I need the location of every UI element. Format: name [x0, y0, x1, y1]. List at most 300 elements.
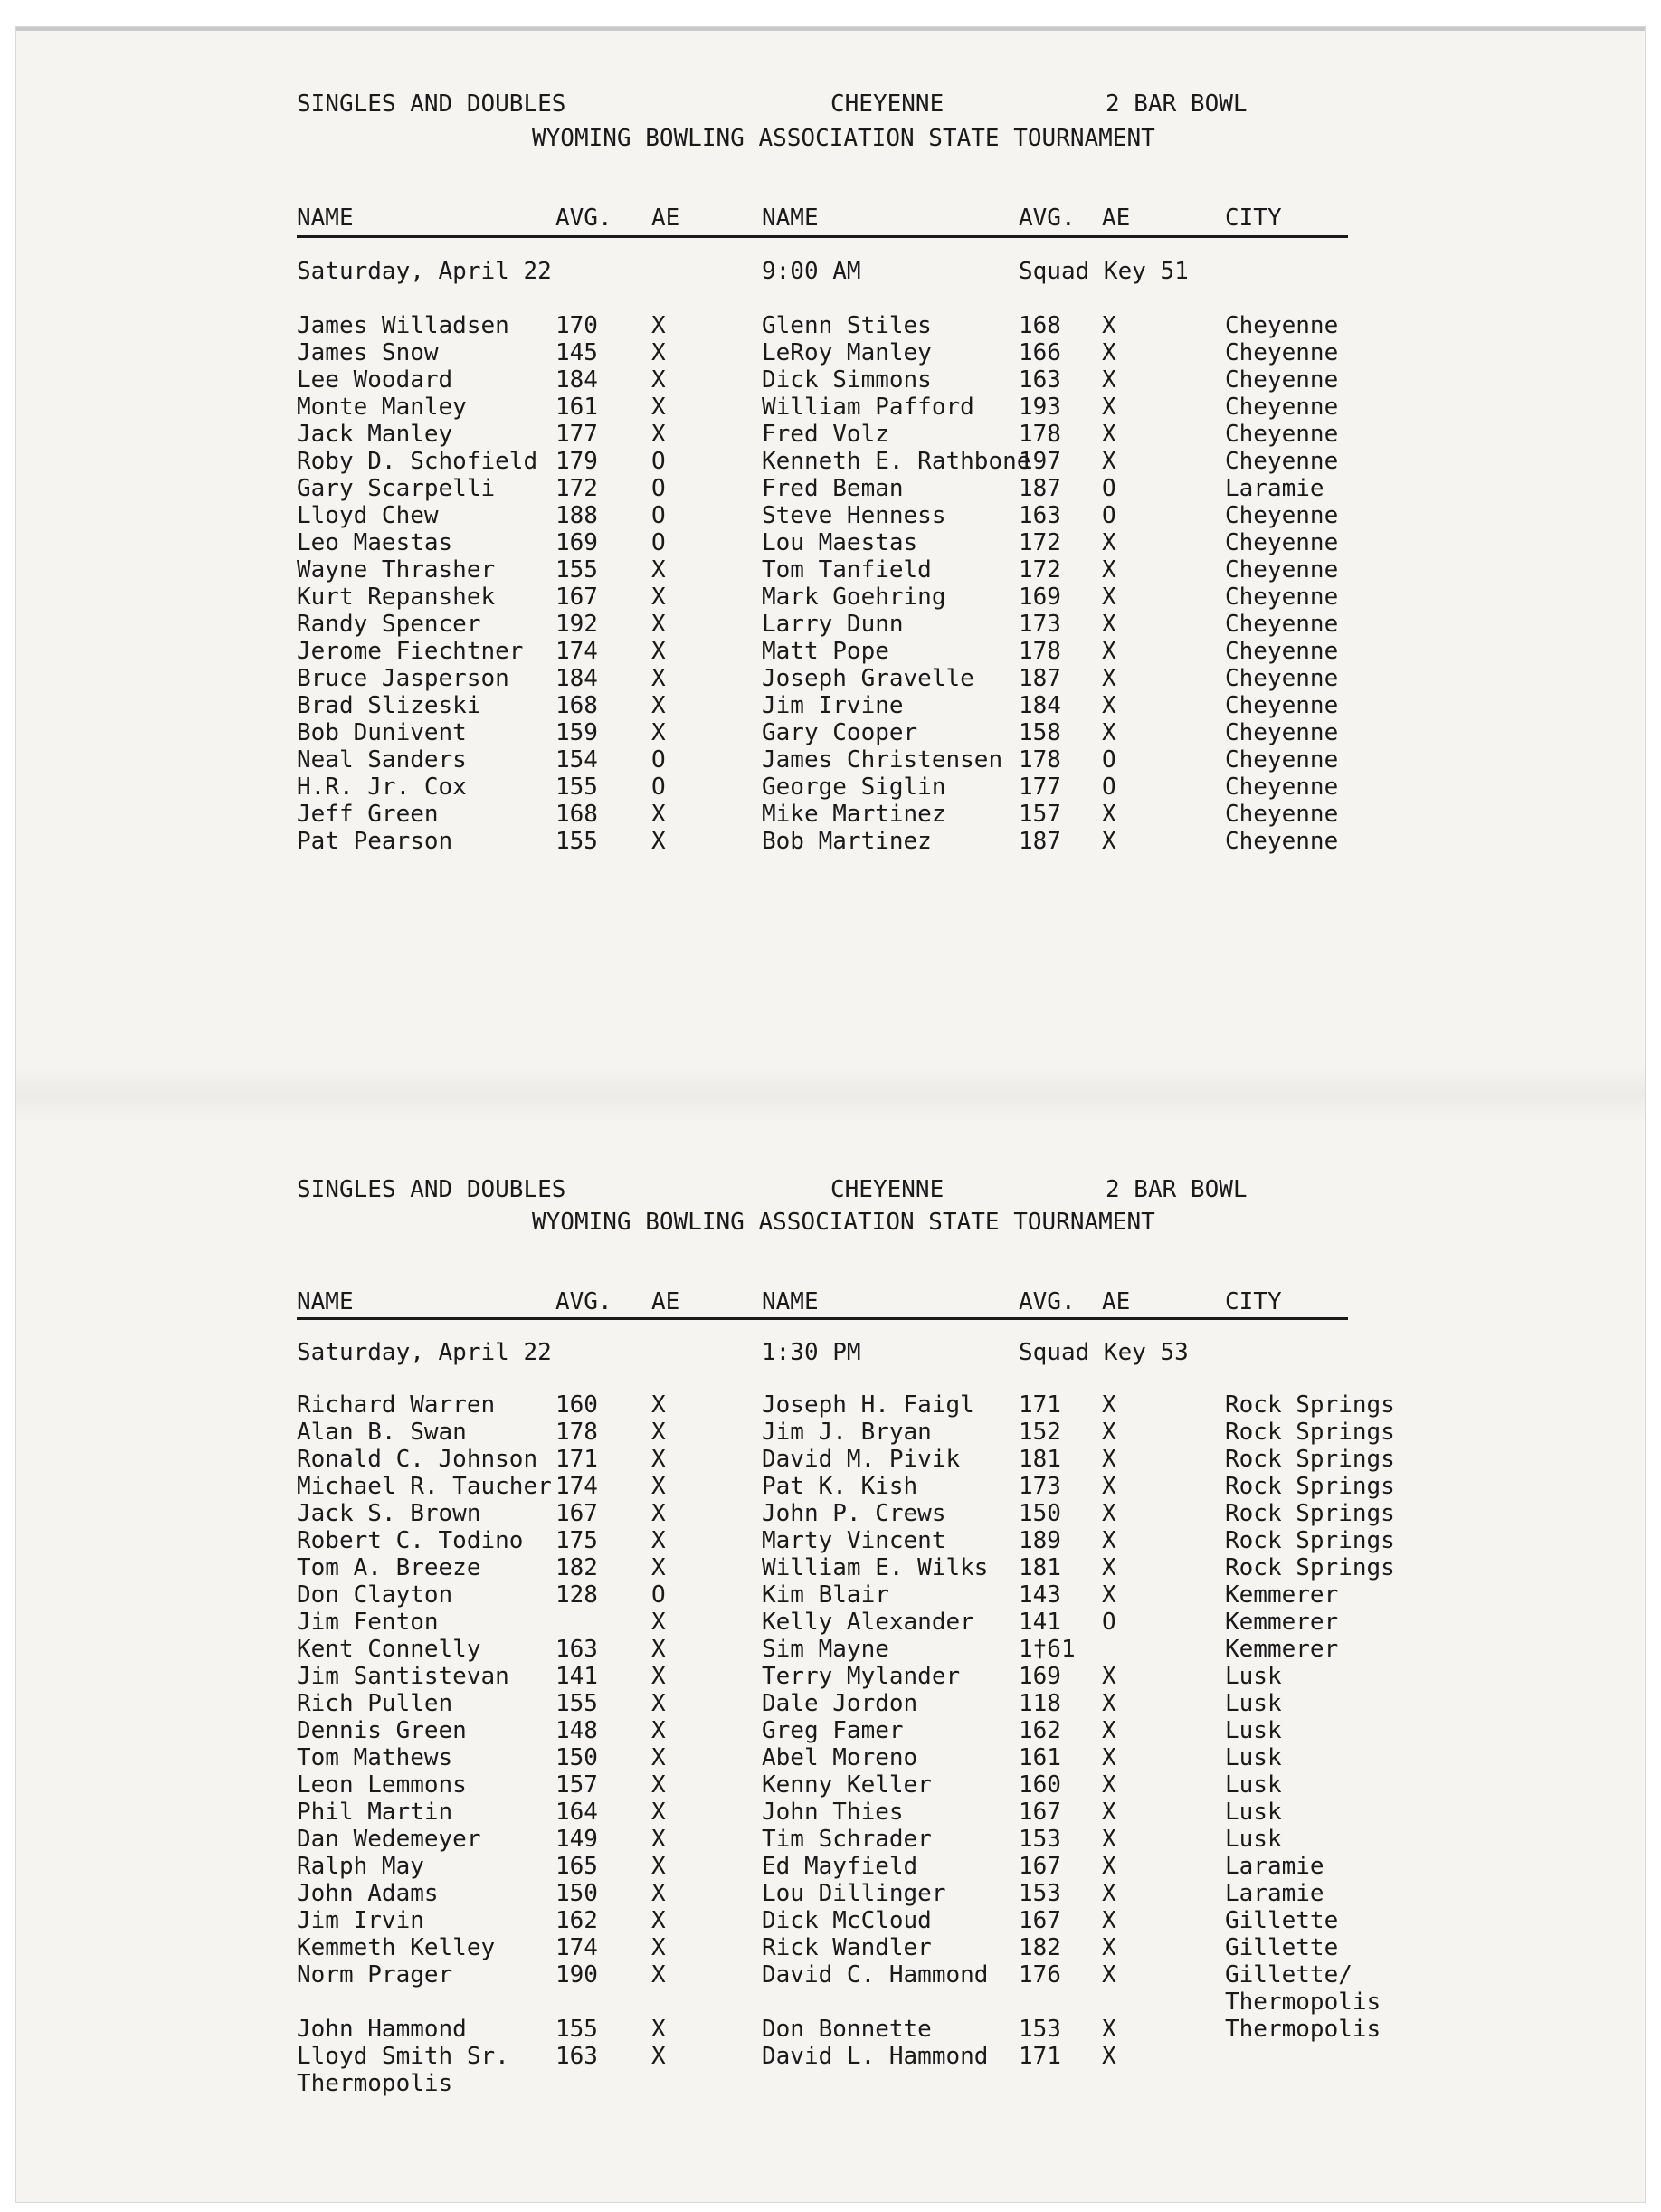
bowler-2-ae: X	[1102, 1581, 1116, 1609]
bowler-2-ae: X	[1102, 1717, 1116, 1744]
header-left: SINGLES AND DOUBLES	[297, 1176, 566, 1203]
header-rule	[297, 1317, 1348, 1320]
col-name-2: NAME	[762, 204, 819, 232]
bowler-2-ae: X	[1102, 1771, 1116, 1799]
tournament-title: WYOMING BOWLING ASSOCIATION STATE TOURNAMENT	[532, 125, 1155, 152]
city: Laramie	[1225, 1880, 1324, 1907]
bowler-1-name: Brad Slizeski	[297, 692, 481, 719]
bowler-1-ae: X	[651, 1717, 666, 1744]
bowler-1-avg: 188	[555, 502, 598, 529]
bowler-1-ae: X	[651, 394, 666, 421]
bowler-2-name: Dick Simmons	[762, 366, 932, 394]
bowler-2-avg: 167	[1019, 1799, 1061, 1826]
bowler-2-name: Mike Martinez	[762, 801, 946, 828]
bowler-1-avg: 150	[555, 1880, 598, 1907]
bowler-1-name: Bruce Jasperson	[297, 665, 509, 692]
bowler-2-avg: 187	[1019, 665, 1061, 692]
bowler-1-avg: 172	[555, 475, 598, 502]
bowler-2-ae: X	[1102, 1799, 1116, 1826]
bowler-1-name: Kurt Repanshek	[297, 584, 496, 611]
bowler-1-ae: X	[651, 1907, 666, 1934]
bowler-1-name: Alan B. Swan	[297, 1419, 467, 1446]
bowler-2-avg: 143	[1019, 1581, 1061, 1609]
header-right: 2 BAR BOWL	[1106, 90, 1248, 118]
city: Cheyenne	[1225, 719, 1339, 746]
city: Cheyenne	[1225, 611, 1339, 638]
bowler-1-name: Richard Warren	[297, 1391, 496, 1419]
bowler-2-name: Jim Irvine	[762, 692, 904, 719]
bowler-2-avg: 172	[1019, 556, 1061, 584]
col-avg-2: AVG.	[1019, 1288, 1076, 1315]
bowler-2-ae: X	[1102, 1853, 1116, 1880]
bowler-2-ae: X	[1102, 448, 1116, 475]
bowler-2-name: LeRoy Manley	[762, 339, 932, 366]
bowler-2-avg: 187	[1019, 475, 1061, 502]
col-ae-2: AE	[1102, 204, 1131, 232]
bowler-1-avg: 179	[555, 448, 598, 475]
bowler-1-avg: 155	[555, 556, 598, 584]
bowler-1-name: Ronald C. Johnson	[297, 1446, 538, 1473]
bowler-2-avg: 161	[1019, 1744, 1061, 1771]
bowler-2-name: Lou Dillinger	[762, 1880, 946, 1907]
bowler-2-avg: 163	[1019, 502, 1061, 529]
bowler-1-name: Jack Manley	[297, 421, 453, 448]
bowler-2-name: Lou Maestas	[762, 529, 918, 556]
bowler-1-avg: 128	[555, 1581, 598, 1609]
bowler-2-ae: X	[1102, 1826, 1116, 1853]
bowler-2-name: John P. Crews	[762, 1500, 946, 1527]
bowler-1-name: Pat Pearson	[297, 828, 453, 855]
bowler-1-ae: X	[651, 1880, 666, 1907]
bowler-2-ae: X	[1102, 1934, 1116, 1961]
bowler-2-ae: X	[1102, 1473, 1116, 1500]
city: Laramie	[1225, 475, 1324, 502]
bowler-2-ae: O	[1102, 774, 1116, 801]
bowler-1-avg: 155	[555, 1690, 598, 1717]
bowler-1-ae: X	[651, 584, 666, 611]
bowler-2-name: Sim Mayne	[762, 1636, 889, 1663]
col-avg-1: AVG.	[555, 1288, 612, 1315]
bowler-1-ae: X	[651, 1690, 666, 1717]
bowler-1-name: Robert C. Todino	[297, 1527, 524, 1554]
bowler-2-ae: X	[1102, 394, 1116, 421]
bowler-1-ae: X	[651, 692, 666, 719]
bowler-2-ae: X	[1102, 665, 1116, 692]
bowler-1-name: H.R. Jr. Cox	[297, 774, 467, 801]
bowler-2-name: Tim Schrader	[762, 1826, 932, 1853]
bowler-2-ae: X	[1102, 339, 1116, 366]
bowler-1-ae: X	[651, 1961, 666, 1989]
city: Cheyenne	[1225, 828, 1339, 855]
bowler-2-avg: 152	[1019, 1419, 1061, 1446]
bowler-1-avg: 163	[555, 2043, 598, 2070]
col-name-1: NAME	[297, 1288, 354, 1315]
bowler-2-name: Mark Goehring	[762, 584, 946, 611]
bowler-2-ae: X	[1102, 828, 1116, 855]
bowler-2-avg: 178	[1019, 638, 1061, 665]
bowler-1-avg: 184	[555, 366, 598, 394]
bowler-1-name: James Snow	[297, 339, 439, 366]
bowler-2-avg: 118	[1019, 1690, 1061, 1717]
bowler-1-ae: X	[651, 312, 666, 339]
city: Cheyenne	[1225, 421, 1339, 448]
city: Lusk	[1225, 1690, 1282, 1717]
bowler-1-avg: 155	[555, 828, 598, 855]
bowler-2-avg: 153	[1019, 1880, 1061, 1907]
city: Laramie	[1225, 1853, 1324, 1880]
city: Thermopolis	[1225, 1989, 1381, 2016]
bowler-2-name: Gary Cooper	[762, 719, 918, 746]
bowler-2-ae: O	[1102, 746, 1116, 774]
header-rule	[297, 235, 1348, 238]
squad-time: 9:00 AM	[762, 258, 861, 285]
bowler-2-avg: 197	[1019, 448, 1061, 475]
city: Rock Springs	[1225, 1473, 1395, 1500]
bowler-1-ae: X	[651, 1826, 666, 1853]
city: Lusk	[1225, 1663, 1282, 1690]
bowler-1-name: Dan Wedemeyer	[297, 1826, 481, 1853]
bowler-2-name: Abel Moreno	[762, 1744, 918, 1771]
bowler-1-name: John Hammond	[297, 2016, 467, 2043]
bowler-2-avg: 166	[1019, 339, 1061, 366]
bowler-2-avg: 167	[1019, 1907, 1061, 1934]
bowler-2-avg: 168	[1019, 312, 1061, 339]
city: Cheyenne	[1225, 312, 1339, 339]
bowler-2-name: George Siglin	[762, 774, 946, 801]
squad-key: Squad Key 53	[1019, 1339, 1189, 1366]
header-left: SINGLES AND DOUBLES	[297, 90, 566, 118]
bowler-1-ae: X	[651, 366, 666, 394]
bowler-2-name: Jim J. Bryan	[762, 1419, 932, 1446]
bowler-2-avg: 153	[1019, 2016, 1061, 2043]
bowler-1-avg: 162	[555, 1907, 598, 1934]
bowler-1-avg: 150	[555, 1744, 598, 1771]
bowler-1-avg: 174	[555, 638, 598, 665]
bowler-1-ae: X	[651, 1744, 666, 1771]
bowler-2-ae: X	[1102, 584, 1116, 611]
bowler-2-ae: X	[1102, 2016, 1116, 2043]
col-ae-1: AE	[651, 204, 680, 232]
bowler-2-name: Dale Jordon	[762, 1690, 918, 1717]
bowler-1-ae: X	[651, 665, 666, 692]
bowler-2-name: James Christensen	[762, 746, 1003, 774]
bowler-1-ae: O	[651, 448, 666, 475]
bowler-2-avg: 153	[1019, 1826, 1061, 1853]
bowler-2-ae: X	[1102, 529, 1116, 556]
bowler-1-name: Dennis Green	[297, 1717, 467, 1744]
city: Rock Springs	[1225, 1391, 1395, 1419]
bowler-1-ae: X	[651, 1799, 666, 1826]
city: Cheyenne	[1225, 502, 1339, 529]
bowler-2-ae: X	[1102, 1690, 1116, 1717]
city: Kemmerer	[1225, 1581, 1339, 1609]
city: Rock Springs	[1225, 1446, 1395, 1473]
col-ae-2: AE	[1102, 1288, 1131, 1315]
bowler-1-name: Lloyd Smith Sr.	[297, 2043, 509, 2070]
city: Cheyenne	[1225, 638, 1339, 665]
bowler-1-avg: 149	[555, 1826, 598, 1853]
city: Cheyenne	[1225, 556, 1339, 584]
bowler-2-name: David C. Hammond	[762, 1961, 989, 1989]
city: Cheyenne	[1225, 366, 1339, 394]
bowler-1-avg: 192	[555, 611, 598, 638]
col-name-1: NAME	[297, 204, 354, 232]
bowler-1-avg: 178	[555, 1419, 598, 1446]
bowler-2-name: Rick Wandler	[762, 1934, 932, 1961]
bowler-1-avg: 168	[555, 692, 598, 719]
city: Cheyenne	[1225, 339, 1339, 366]
city: Gillette	[1225, 1907, 1339, 1934]
city: Cheyenne	[1225, 774, 1339, 801]
city: Kemmerer	[1225, 1609, 1339, 1636]
bowler-1-ae: O	[651, 1581, 666, 1609]
bowler-2-name: Dick McCloud	[762, 1907, 932, 1934]
bowler-1-avg: 165	[555, 1853, 598, 1880]
bowler-2-name: Kim Blair	[762, 1581, 889, 1609]
bowler-1-ae: X	[651, 1609, 666, 1636]
bowler-1-avg: 157	[555, 1771, 598, 1799]
bowler-1-name: Michael R. Taucher	[297, 1473, 552, 1500]
col-ae-1: AE	[651, 1288, 680, 1315]
bowler-1-name: Ralph May	[297, 1853, 424, 1880]
bowler-2-name: Greg Famer	[762, 1717, 904, 1744]
bowler-2-avg: 169	[1019, 1663, 1061, 1690]
city: Lusk	[1225, 1771, 1282, 1799]
bowler-1-ae: X	[651, 828, 666, 855]
bowler-2-avg: 178	[1019, 746, 1061, 774]
bowler-1-name: Jim Irvin	[297, 1907, 424, 1934]
bowler-1-ae: X	[651, 1934, 666, 1961]
bowler-1-avg: 171	[555, 1446, 598, 1473]
bowler-1-avg: 155	[555, 774, 598, 801]
bowler-1-name: Lloyd Chew	[297, 502, 439, 529]
bowler-2-avg: 171	[1019, 1391, 1061, 1419]
col-city: CITY	[1225, 1288, 1282, 1315]
bowler-1-name: Jack S. Brown	[297, 1500, 481, 1527]
bowler-1-name: Randy Spencer	[297, 611, 481, 638]
bowler-1-name: Phil Martin	[297, 1799, 453, 1826]
bowler-2-avg: 1†61	[1019, 1636, 1076, 1663]
bowler-1-avg: 177	[555, 421, 598, 448]
city: Cheyenne	[1225, 692, 1339, 719]
bowler-1-ae: O	[651, 529, 666, 556]
bowler-1-avg: 175	[555, 1527, 598, 1554]
bowler-1-name: Kent Connelly	[297, 1636, 481, 1663]
bowler-2-ae: X	[1102, 1554, 1116, 1581]
tournament-title: WYOMING BOWLING ASSOCIATION STATE TOURNAMENT	[532, 1209, 1155, 1236]
bowler-2-avg: 160	[1019, 1771, 1061, 1799]
bowler-2-name: Kenny Keller	[762, 1771, 932, 1799]
bowler-1-name: Wayne Thrasher	[297, 556, 496, 584]
page-fold	[16, 1068, 1645, 1122]
bowler-2-avg: 182	[1019, 1934, 1061, 1961]
bowler-2-ae: X	[1102, 1391, 1116, 1419]
bowler-2-avg: 171	[1019, 2043, 1061, 2070]
bowler-1-avg: 141	[555, 1663, 598, 1690]
bowler-2-ae: X	[1102, 556, 1116, 584]
bowler-2-name: Glenn Stiles	[762, 312, 932, 339]
bowler-1-name: Tom A. Breeze	[297, 1554, 481, 1581]
bowler-2-ae: X	[1102, 638, 1116, 665]
bowler-1-ae: X	[651, 1771, 666, 1799]
city: Cheyenne	[1225, 584, 1339, 611]
bowler-1-ae: O	[651, 746, 666, 774]
bowler-1-avg: 174	[555, 1934, 598, 1961]
bowler-2-avg: 177	[1019, 774, 1061, 801]
bowler-2-name: Pat K. Kish	[762, 1473, 918, 1500]
bowler-2-avg: 172	[1019, 529, 1061, 556]
bowler-2-ae: O	[1102, 502, 1116, 529]
bowler-2-avg: 163	[1019, 366, 1061, 394]
city: Gillette/	[1225, 1961, 1353, 1989]
city: Cheyenne	[1225, 665, 1339, 692]
bowler-1-avg: 148	[555, 1717, 598, 1744]
bowler-2-avg: 158	[1019, 719, 1061, 746]
bowler-2-ae: X	[1102, 1880, 1116, 1907]
bowler-2-name: Fred Volz	[762, 421, 889, 448]
bowler-2-avg: 187	[1019, 828, 1061, 855]
col-city: CITY	[1225, 204, 1282, 232]
bowler-2-avg: 193	[1019, 394, 1061, 421]
header-center: CHEYENNE	[830, 1176, 944, 1203]
bowler-2-ae: X	[1102, 1907, 1116, 1934]
bowler-2-avg: 173	[1019, 611, 1061, 638]
bowler-2-ae: X	[1102, 421, 1116, 448]
bowler-1-avg: 170	[555, 312, 598, 339]
col-avg-2: AVG.	[1019, 204, 1076, 232]
bowler-1-ae: X	[651, 719, 666, 746]
bowler-1-ae: X	[651, 611, 666, 638]
bowler-2-avg: 167	[1019, 1853, 1061, 1880]
city: Lusk	[1225, 1799, 1282, 1826]
city: Cheyenne	[1225, 529, 1339, 556]
bowler-1-ae: X	[651, 1473, 666, 1500]
city: Cheyenne	[1225, 448, 1339, 475]
bowler-1-ae: X	[651, 1853, 666, 1880]
bowler-1-ae: O	[651, 502, 666, 529]
bowler-1-avg: 184	[555, 665, 598, 692]
bowler-2-ae: X	[1102, 1500, 1116, 1527]
bowler-2-ae: X	[1102, 801, 1116, 828]
bowler-1-ae: X	[651, 1527, 666, 1554]
bowler-2-name: John Thies	[762, 1799, 904, 1826]
bowler-1-ae: X	[651, 1554, 666, 1581]
bowler-2-ae: X	[1102, 366, 1116, 394]
bowler-1-avg: 182	[555, 1554, 598, 1581]
bowler-1-name: Rich Pullen	[297, 1690, 453, 1717]
bowler-1-ae: O	[651, 475, 666, 502]
bowler-2-name: David L. Hammond	[762, 2043, 989, 2070]
bowler-1-name: Thermopolis	[297, 2070, 453, 2097]
col-avg-1: AVG.	[555, 204, 612, 232]
squad-key: Squad Key 51	[1019, 258, 1189, 285]
bowler-2-ae: X	[1102, 719, 1116, 746]
bowler-2-avg: 184	[1019, 692, 1061, 719]
bowler-1-ae: X	[651, 1500, 666, 1527]
bowler-2-ae: X	[1102, 312, 1116, 339]
header-center: CHEYENNE	[830, 90, 944, 118]
bowler-1-avg: 174	[555, 1473, 598, 1500]
bowler-2-name: Joseph H. Faigl	[762, 1391, 974, 1419]
bowler-2-name: Ed Mayfield	[762, 1853, 918, 1880]
bowler-1-name: Jim Fenton	[297, 1609, 439, 1636]
bowler-1-ae: X	[651, 421, 666, 448]
bowler-2-name: David M. Pivik	[762, 1446, 961, 1473]
bowler-1-name: Leo Maestas	[297, 529, 453, 556]
city: Thermopolis	[1225, 2016, 1381, 2043]
bowler-2-ae: X	[1102, 1961, 1116, 1989]
bowler-2-avg: 178	[1019, 421, 1061, 448]
bowler-2-ae: O	[1102, 1609, 1116, 1636]
bowler-1-name: Jim Santistevan	[297, 1663, 509, 1690]
bowler-2-ae: X	[1102, 1663, 1116, 1690]
bowler-2-avg: 189	[1019, 1527, 1061, 1554]
bowler-2-name: Kelly Alexander	[762, 1609, 974, 1636]
bowler-2-name: Matt Pope	[762, 638, 889, 665]
bowler-2-name: Kenneth E. Rathbone	[762, 448, 1031, 475]
bowler-1-ae: X	[651, 1636, 666, 1663]
bowler-2-name: Tom Tanfield	[762, 556, 932, 584]
bowler-2-ae: O	[1102, 475, 1116, 502]
bowler-1-avg: 161	[555, 394, 598, 421]
bowler-1-name: Don Clayton	[297, 1581, 453, 1609]
bowler-1-name: Kemmeth Kelley	[297, 1934, 496, 1961]
bowler-2-name: Marty Vincent	[762, 1527, 946, 1554]
bowler-1-name: Bob Dunivent	[297, 719, 467, 746]
bowler-1-avg: 167	[555, 584, 598, 611]
squad-time: 1:30 PM	[762, 1339, 861, 1366]
bowler-1-name: Lee Woodard	[297, 366, 453, 394]
bowler-2-ae: X	[1102, 1419, 1116, 1446]
bowler-1-avg: 168	[555, 801, 598, 828]
bowler-1-name: Neal Sanders	[297, 746, 467, 774]
city: Lusk	[1225, 1744, 1282, 1771]
bowler-2-avg: 181	[1019, 1554, 1061, 1581]
bowler-2-avg: 141	[1019, 1609, 1061, 1636]
bowler-1-ae: X	[651, 1419, 666, 1446]
bowler-1-avg: 190	[555, 1961, 598, 1989]
bowler-2-ae: X	[1102, 2043, 1116, 2070]
bowler-1-avg: 163	[555, 1636, 598, 1663]
bowler-2-avg: 181	[1019, 1446, 1061, 1473]
squad-date: Saturday, April 22	[297, 258, 552, 285]
bowler-1-name: Roby D. Schofield	[297, 448, 538, 475]
bowler-1-avg: 167	[555, 1500, 598, 1527]
city: Rock Springs	[1225, 1554, 1395, 1581]
squad-date: Saturday, April 22	[297, 1339, 552, 1366]
bowler-2-avg: 162	[1019, 1717, 1061, 1744]
bowler-1-ae: X	[651, 556, 666, 584]
city: Cheyenne	[1225, 746, 1339, 774]
bowler-1-name: Gary Scarpelli	[297, 475, 496, 502]
bowler-1-avg: 159	[555, 719, 598, 746]
bowler-2-avg: 150	[1019, 1500, 1061, 1527]
bowler-2-name: Don Bonnette	[762, 2016, 932, 2043]
bowler-1-name: John Adams	[297, 1880, 439, 1907]
bowler-2-ae: X	[1102, 611, 1116, 638]
bowler-1-name: Norm Prager	[297, 1961, 453, 1989]
bowler-1-name: Jerome Fiechtner	[297, 638, 524, 665]
bowler-2-name: Joseph Gravelle	[762, 665, 974, 692]
bowler-2-name: Steve Henness	[762, 502, 946, 529]
bowler-1-ae: X	[651, 1391, 666, 1419]
bowler-2-avg: 157	[1019, 801, 1061, 828]
bowler-2-avg: 169	[1019, 584, 1061, 611]
bowler-1-avg: 145	[555, 339, 598, 366]
bowler-2-ae: X	[1102, 1446, 1116, 1473]
bowler-1-ae: X	[651, 2016, 666, 2043]
city: Kemmerer	[1225, 1636, 1339, 1663]
